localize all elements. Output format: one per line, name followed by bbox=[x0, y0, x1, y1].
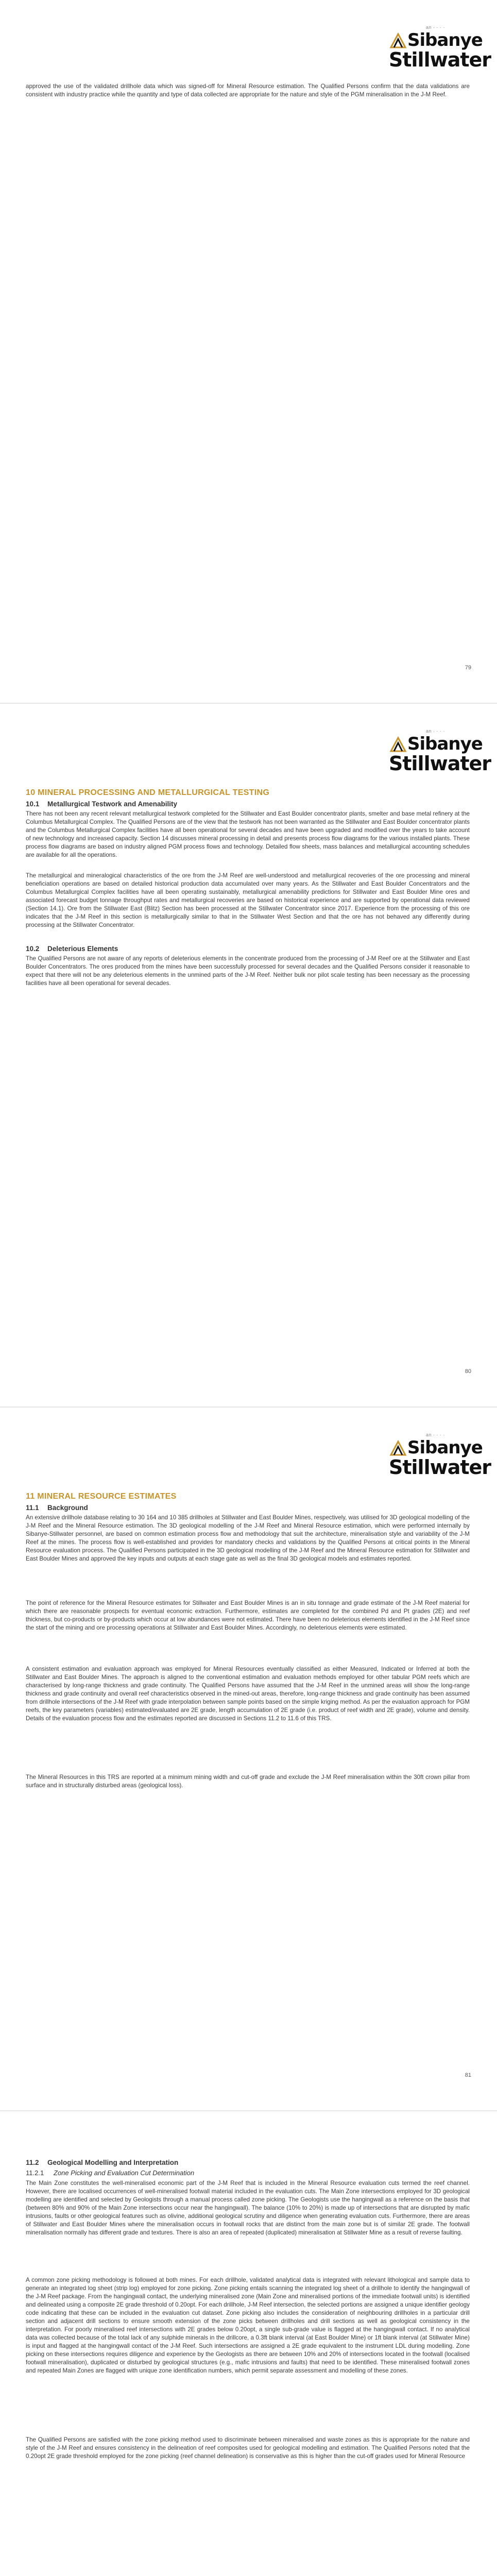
paragraph: The Qualified Persons are satisfied with the zone picking method used to discriminate between mineralised and waste zones as this is appropriate for the nature and style of the J-M Reef and ensures consistency in the delineation of reef composites used for geological modelling and estimation. The Qualified Persons noted that the 0.20opt 2E grade threshold employed for the zone picking (reef channel delineation) is conservative as this is higher than the cut-off grades used for Mineral Resource bbox=[26, 2436, 470, 2460]
subsection-number: 10.2 bbox=[26, 945, 40, 953]
subsection-heading bbox=[26, 1504, 88, 1512]
brand-logo bbox=[373, 1432, 491, 1484]
subsection-title: Deleterious Elements bbox=[47, 945, 118, 953]
logo-mark-icon bbox=[388, 32, 408, 50]
brand-name-line2: Stillwater bbox=[389, 48, 491, 71]
page-79 bbox=[0, 0, 497, 703]
paragraph: A common zone picking methodology is followed at both mines. For each drillhole, validated analytical data is integrated with relevant lithological and sample data to generate an integrated log sheet (strip log) employed for zone picking. Zone picking entails scanning the integrated log sheet of a drillhole to identify the hangingwall of the J-M Reef package. From the hangingwall contact, the underlying mineralised zone (Main Zone and mineralised portions of the immediate footwall units) is identified and delineated using a composite 2E grade threshold of 0.20opt. For each drillhole, J-M Reef intersection, the selected portions are assigned a unique identifier geology code indicating that these can be included in the evaluation cut dataset. Zone picking also includes the consideration of neighbouring drillholes in a particular drill section and adjacent drill sections to ensure smooth extension of the zone picks between drillholes and drill sections as well as geological consistency in the interpretation. For poorly mineralised reef intersections with 2E grades below 0.20opt, a single sub-grade value is flagged at the hangingwall contact. If no analytical data was collected because of the total lack of any sulphide minerals in the drillcore, a 0.3ft blank interval (at East Boulder Mine) or 1ft blank interval (at Stillwater Mine) is input and flagged at the hangingwall contact of the J-M Reef. Such intersections are assigned a 2E grade equivalent to the instrument LDL during modelling. Zone picking on these intersections requires diligence and experience by the Geologists as there are between 10% and 20% of intersections located in the footwall (localised footwall mineralisation), duplicated or disturbed by geological structures (e.g., mafic intrusions and faults) that need to be identified. These mineralised footwall zones and repeated Main Zones are flagged with unique zone identification numbers, which permit separate assessment and modelling of these zones. bbox=[26, 2277, 470, 2374]
paragraph: There has not been any recent relevant metallurgical testwork completed for the Stillwater and East Boulder concentrator plants, smelter and base metal refinery at the Columbus Metallurgical Complex. The Qualified Persons are of the view that the testwork has not been warranted as the Stillwater and East Boulder concentrator plants and the Columbus Metallurgical Complex facilities have all been operational for several decades and have been upgraded and modified over the years to take account of new technology and increased capacity. Section 14 discusses mineral processing in detail and presents process flow diagrams for the various installed plants. These process flow diagrams are based on industry aligned PGM process flows and technology. Detailed flow sheets, mass balances and metallurgical accounting schedules are available for all the operations. bbox=[26, 810, 470, 858]
section-heading: 11 MINERAL RESOURCE ESTIMATES bbox=[26, 1492, 177, 1501]
paragraph: The point of reference for the Mineral Resource estimates for Stillwater and East Boulder Mines is an in situ tonnage and grade estimate of the J-M Reef material for which there are reasonable prospects for eventual economic extraction. Furthermore, estimates are completed for the combined Pd and Pt grades (2E) and reef thickness, but co-products or by-products which occur at low abundances were not estimated. There have been no deleterious elements identified in the J-M Reef since the start of the mining and ore processing operations at Stillwater and East Boulder Mines. Accordingly, no deleterious elements were estimated. bbox=[26, 1600, 470, 1631]
logo-mark-icon bbox=[388, 736, 408, 754]
brand-name-line2: Stillwater bbox=[389, 752, 491, 775]
brand-name-line1: Sibanye bbox=[407, 1437, 483, 1458]
brand-tagline: an · · · · bbox=[426, 1432, 445, 1437]
brand-name-line1: Sibanye bbox=[407, 30, 483, 50]
brand-name-line1: Sibanye bbox=[407, 734, 483, 754]
page-81 bbox=[0, 1408, 497, 2111]
brand-logo bbox=[373, 25, 491, 76]
subsubsection-heading bbox=[26, 2169, 194, 2177]
subsection-number: 10.1 bbox=[26, 800, 40, 808]
logo-mark-icon bbox=[388, 1439, 408, 1458]
subsection-title: Metallurgical Testwork and Amenability bbox=[47, 800, 178, 808]
page-82 bbox=[0, 2111, 497, 2576]
section-heading: 10 MINERAL PROCESSING AND METALLURGICAL TESTING bbox=[26, 788, 270, 797]
paragraph: approved the use of the validated drillhole data which was signed-off for Mineral Resource estimation. The Qualified Persons confirm that the data validations are consistent with industry practice while the quantity and type of data collected are appropriate for the nature and style of the PGM mineralisation in the J-M Reef. bbox=[26, 83, 470, 98]
subsection-title: Background bbox=[47, 1504, 88, 1512]
brand-name-line2: Stillwater bbox=[389, 1456, 491, 1479]
subsection-heading bbox=[26, 2159, 178, 2166]
page-number: 81 bbox=[465, 2072, 471, 2078]
paragraph: The metallurgical and mineralogical characteristics of the ore from the J-M Reef are well-understood and metallurgical recoveries of the ore processing and mineral beneficiation operations are based on detailed historical production data accumulated over many years. As the Stillwater and East Boulder Concentrators and the Columbus Metallurgical Complex facilities have all been operating sustainably, metallurgical amenability predictions for Stillwater and East Boulder Mine ores and associated forecast budget tonnage throughput rates and metallurgical recoveries are based on historical experience and are supported by operational data reviewed (Section 14.1). Ore from the Stillwater East (Blitz) Section has been processed at the Stillwater Concentrator since 2017. Experience from the processing of this ore indicates that the J-M Reef in this section is metallurgically similar to that in the Stillwater West Section and that the ore has not behaved any differently during processing at the Stillwater Concentrator. bbox=[26, 872, 470, 928]
brand-logo bbox=[373, 728, 491, 780]
subsection-number: 11.2 bbox=[26, 2159, 39, 2166]
paragraph: An extensive drillhole database relating to 30 164 and 10 385 drillholes at Stillwater and East Boulder Mines, respectively, was utilised for 3D geological modelling of the J-M Reef and the Mineral Resource estimation. The 3D geological modelling of the J-M Reef and Mineral Resource estimation, which were performed internally by Sibanye-Stillwater personnel, are based on common estimation process flow and methodology that suit the architecture, mineralisation style and variability of the J-M Reef at the mines. The process flow is well-established and provides for mandatory checks and validations by the Qualified Persons at critical points in the Mineral Resource evaluation process. The Qualified Persons participated in the 3D geological modelling of the J-M Reef and the Mineral Resource estimation for Stillwater and East Boulder Mines and approved the key inputs and outputs at each stage gate as well as the final 3D geological models and estimates reported. bbox=[26, 1514, 470, 1562]
paragraph: The Qualified Persons are not aware of any reports of deleterious elements in the concentrate produced from the processing of J-M Reef ore at the Stillwater and East Boulder Concentrators. The ores produced from the mines have been successfully processed for several decades and the Qualified Persons consider it reasonable to expect that there will not be any deleterious elements in the unmined parts of the J-M Reef. Neither bulk nor pilot scale testing has been necessary as the processing facilities have all been operational for several decades. bbox=[26, 955, 470, 987]
subsection-number: 11.1 bbox=[26, 1504, 39, 1512]
paragraph: The Mineral Resources in this TRS are reported at a minimum mining width and cut-off grade and exclude the J-M Reef mineralisation within the 30ft crown pillar from surface and in structurally disturbed areas (geological loss). bbox=[26, 1774, 470, 1789]
subsection-heading bbox=[26, 800, 177, 808]
subsection-heading bbox=[26, 945, 118, 953]
paragraph: A consistent estimation and evaluation approach was employed for Mineral Resources eventually classified as either Measured, Indicated or Inferred at both the Stillwater and East Boulder Mines. The approach is aligned to the conventional estimation and evaluation methods employed for other tabular PGM reefs which are characterised by long-range thickness and grade continuity. The Qualified Persons have assumed that the J-M Reef in the unmined areas will show the long-range thickness and grade continuity and overall reef characteristics observed in the mined-out areas, therefore, long-range thickness and grade continuity has been assumed from drillhole intersections of the J-M Reef with grade interpolation between sample points based on the simple kriging method. As per the evaluation approach for PGM reefs, the key parameters (variables) estimated/evaluated are 2E grade, length accumulation of 2E grade (i.e. product of reef width and 2E grade), volume and density. Details of the evaluation process flow and the estimates reported are discussed in Sections 11.2 to 11.6 of this TRS. bbox=[26, 1666, 470, 1722]
brand-tagline: an · · · · bbox=[426, 25, 445, 30]
brand-tagline: an · · · · bbox=[426, 728, 445, 734]
subsection-title: Geological Modelling and Interpretation bbox=[47, 2159, 179, 2166]
paragraph: The Main Zone constitutes the well-mineralised economic part of the J-M Reef that is included in the Mineral Resource evaluation cuts termed the reef channel. However, there are localised occurrences of well-mineralised footwall material included in the evaluation cuts. The Main Zone intersections employed for 3D geological modelling are identified and selected by Geologists through a manual process called zone picking. The Geologists use the hangingwall as a reference on the basis that (between 80% and 90% of the Main Zone intersections occur near the hangingwall). The balance (10% to 20%) is made up of intersections that are disrupted by mafic intrusions, faults or other geological features such as olivine, additional geological scrutiny and diligence when generating evaluation cuts. Furthermore, there are areas of Stillwater and East Boulder Mines where the mineralisation occurs in footwall rocks that are distinct from the main zone but is of similar 2E grade. The footwall mineralisation normally has different grade and textures. There is also an area of repeated (duplicated) mineralisation at Stillwater Mine as a result of reverse faulting. bbox=[26, 2180, 470, 2236]
subsubsection-number: 11.2.1 bbox=[26, 2169, 44, 2177]
page-number: 80 bbox=[465, 1368, 471, 1375]
page-80 bbox=[0, 704, 497, 1407]
subsubsection-title: Zone Picking and Evaluation Cut Determination bbox=[54, 2169, 195, 2177]
page-number: 79 bbox=[465, 665, 471, 671]
